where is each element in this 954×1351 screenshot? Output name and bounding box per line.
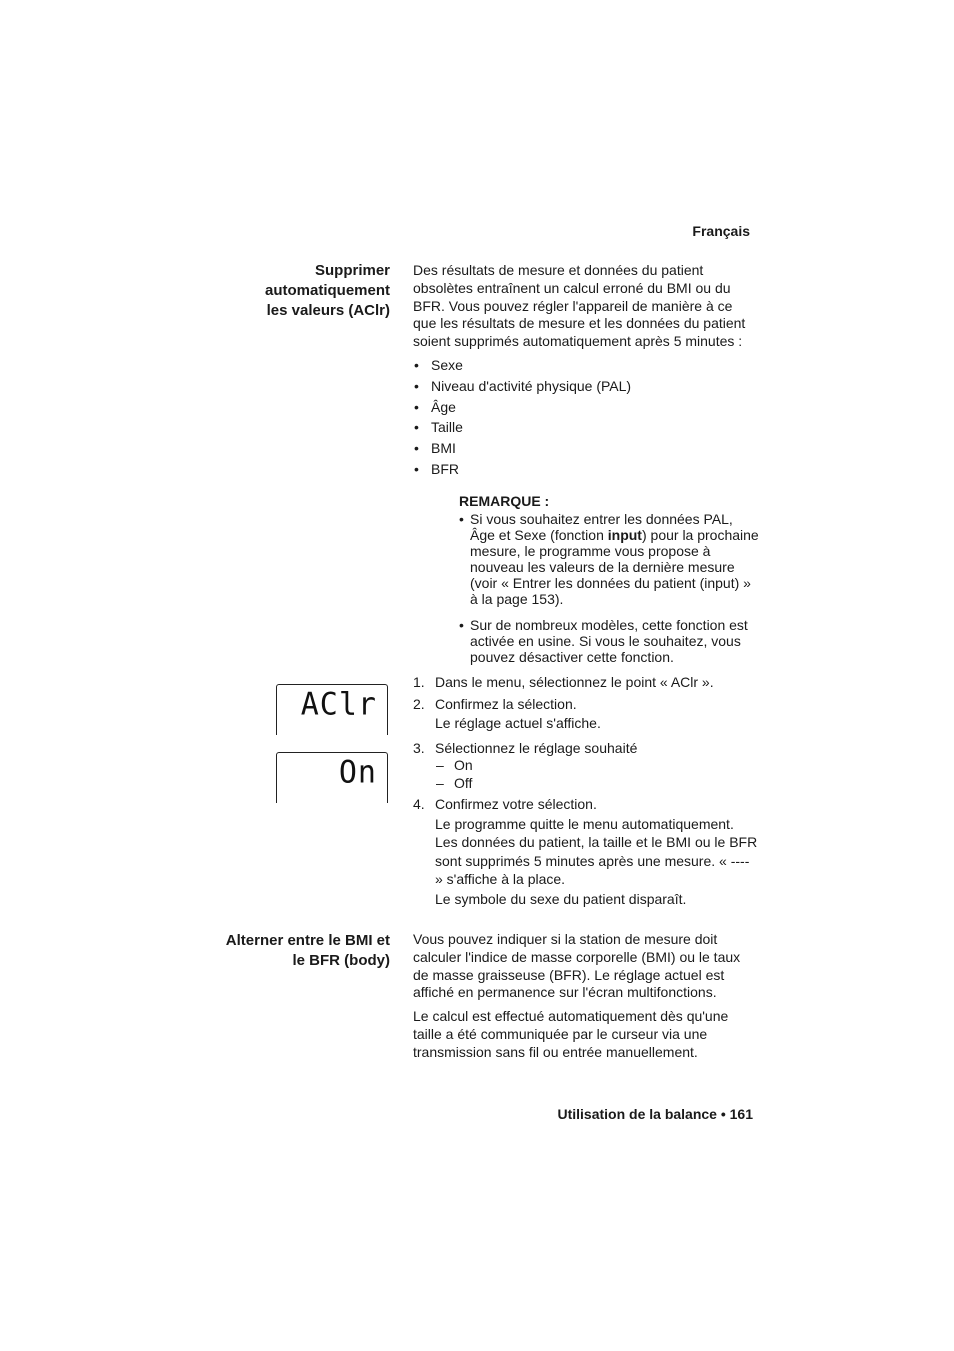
step-number: 1.	[413, 674, 425, 690]
list-item: • Sexe	[413, 355, 753, 376]
option-text: Off	[454, 774, 473, 791]
bullet-icon: •	[459, 617, 464, 633]
note-text: Si vous souhaitez entrer les données PAL, Âge et Sexe (fonction	[470, 511, 733, 543]
step-item	[413, 673, 758, 692]
heading-line: le BFR (body)	[292, 952, 390, 969]
step-subtext: Le programme quitte le menu automatiquement. Les données du patient, la taille et le BMI ou le BFR sont supprimés 5 minutes après une mesure. « ---- » s'affiche à la place.	[435, 815, 758, 887]
lcd-display-on	[276, 752, 388, 803]
step-number: 3.	[413, 739, 425, 756]
list-item: • Taille	[413, 417, 753, 438]
step-text: Dans le menu, sélectionnez le point « AClr ».	[435, 674, 714, 690]
step-number: 4.	[413, 796, 425, 812]
heading-line: automatiquement	[264, 282, 390, 299]
step-text: Confirmez la sélection.	[435, 695, 577, 712]
note-title: REMARQUE :	[459, 493, 550, 509]
list-item: • BMI	[413, 438, 753, 459]
step-text: Confirmez votre sélection.	[435, 796, 597, 812]
cleared-values-list	[413, 355, 753, 480]
option-item	[413, 775, 758, 793]
option-item	[413, 757, 758, 775]
section-heading-bmi-bfr	[210, 931, 390, 971]
step-item	[413, 795, 758, 908]
step-item	[413, 695, 758, 733]
dash-icon: –	[436, 757, 444, 773]
section-heading-auto-clear	[210, 261, 390, 321]
list-item: • Niveau d'activité physique (PAL)	[413, 376, 753, 397]
note-text: Sur de nombreux modèles, cette fonction est activée en usine. Si vous le souhaitez, vous pouvez désactiver cette fonction.	[470, 617, 748, 665]
steps-list	[413, 673, 758, 908]
language-label: Français	[692, 223, 750, 239]
step-text: Sélectionnez le réglage souhaité	[435, 739, 638, 756]
bullet-icon: •	[459, 511, 464, 527]
step-item	[413, 739, 758, 758]
lcd-text: On	[338, 754, 377, 791]
note-bold-text: input	[607, 527, 642, 543]
heading-line: Alterner entre le BMI et	[225, 932, 390, 949]
note-text: ) pour la prochaine mesure, le programme vous propose à nouveau les valeurs de la dernière mesure (voir « Entrer les données du patient (input) » à la page 153).	[470, 527, 759, 607]
step-subtext: Le réglage actuel s'affiche.	[435, 715, 601, 731]
list-item: • Âge	[413, 397, 753, 418]
lcd-display-aclr	[276, 684, 388, 735]
bmi-bfr-paragraph-2: Le calcul est effectué automatiquement dès qu'une taille a été communiquée par le curseur via une transmission sans fil ou entrée manuellement.	[413, 1008, 729, 1060]
note-item	[459, 617, 759, 665]
lcd-text: AClr	[300, 686, 377, 723]
step-number: 2.	[413, 695, 425, 712]
note-box	[459, 493, 759, 665]
page-footer: Utilisation de la balance • 161	[557, 1106, 753, 1122]
list-item: • BFR	[413, 459, 753, 480]
note-item	[459, 511, 759, 607]
bmi-bfr-paragraph: Vous pouvez indiquer si la station de mesure doit calculer l'indice de masse corporelle (BMI) ou le taux de masse graisseuse (BFR). Le réglage actuel est affiché en permanence sur l'écran multifonctions.	[413, 931, 741, 1001]
dash-icon: –	[436, 774, 444, 791]
heading-line: les valeurs (AClr)	[266, 302, 390, 319]
intro-paragraph: Des résultats de mesure et données du patient obsolètes entraînent un calcul erroné du BMI ou du BFR. Vous pouvez régler l'appareil de manière à ce que les résultats de mesure et les données du patient soient supprimés automatiquement après 5 minutes :	[413, 262, 746, 350]
step-subtext: Le symbole du sexe du patient disparaît.	[435, 890, 687, 907]
option-text: On	[454, 757, 473, 773]
heading-line: Supprimer	[314, 262, 390, 279]
